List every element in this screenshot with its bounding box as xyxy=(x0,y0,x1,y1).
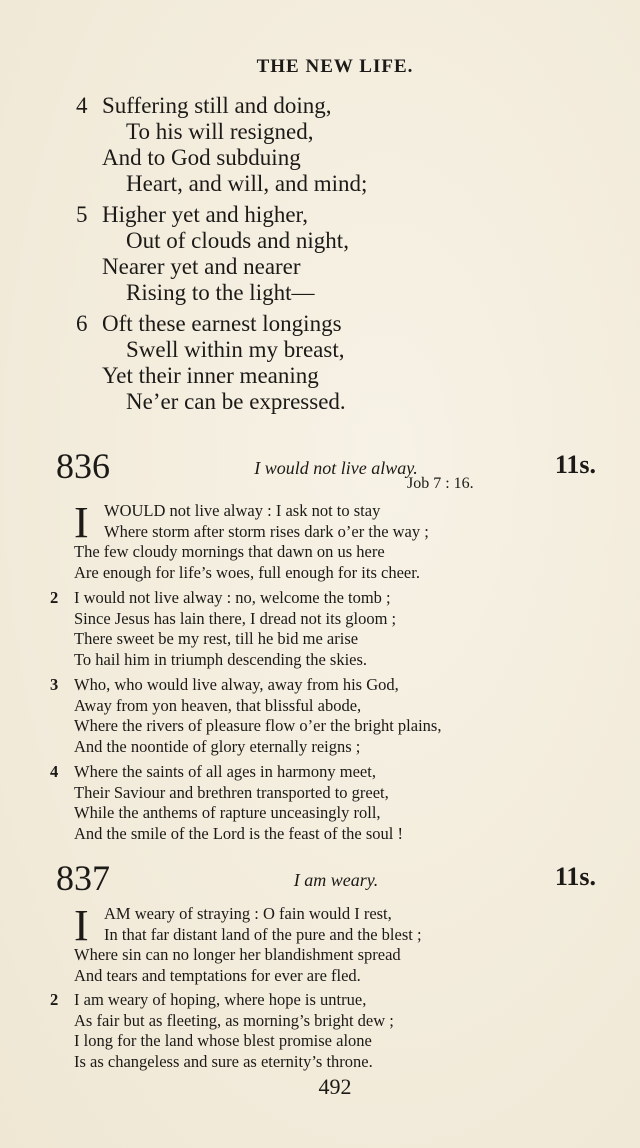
hymn-number: 837 xyxy=(56,858,110,898)
verse-line: Is as changeless and sure as eternity’s throne. xyxy=(74,1051,373,1071)
verse-line: While the anthems of rapture unceasingly roll, xyxy=(74,803,381,822)
stanza-6 xyxy=(76,311,346,415)
stanza-number: 4 xyxy=(76,93,88,118)
verse-line: And the smile of the Lord is the feast of the soul ! xyxy=(74,823,404,843)
running-header: THE NEW LIFE. xyxy=(256,56,414,77)
verse-line: The few cloudy mornings that dawn on us here xyxy=(74,542,385,561)
hymn-836-verse-4 xyxy=(50,762,403,844)
stanza-line: And to God subduing xyxy=(102,145,301,170)
verse-line: In that far distant land of the pure and the blest ; xyxy=(104,924,422,944)
verse-line: And the noontide of glory eternally reigns ; xyxy=(74,736,361,756)
verse-number: 3 xyxy=(50,675,59,694)
verse-line: As fair but as fleeting, as morning’s bright dew ; xyxy=(74,1010,394,1030)
hymn-836-verse-2 xyxy=(50,588,396,670)
stanza-line: Heart, and will, and mind; xyxy=(126,171,368,196)
hymn-836-verse-1 xyxy=(50,498,429,583)
stanza-line: To his will resigned, xyxy=(126,119,314,144)
verse-number: 2 xyxy=(50,990,59,1009)
verse-line: There sweet be my rest, till he bid me arise xyxy=(74,629,359,648)
stanza-line: Suffering still and doing, xyxy=(102,93,332,118)
hymn-number: 836 xyxy=(56,446,110,486)
hymn-836-verse-3 xyxy=(50,675,441,757)
stanza-line: Ne’er can be expressed. xyxy=(126,389,346,414)
hymn-836-heading xyxy=(56,446,596,486)
verse-line: Where sin can no longer her blandishment spread xyxy=(74,945,401,964)
verse-line: Are enough for life’s woes, full enough for its cheer. xyxy=(74,562,420,582)
stanza-line: Rising to the light— xyxy=(126,280,315,305)
hymn-meter: 11s. xyxy=(554,450,596,479)
stanza-line: Out of clouds and night, xyxy=(126,228,349,253)
hymn-837-verse-1 xyxy=(50,901,422,986)
verse-line: And tears and temptations for ever are fled. xyxy=(74,965,361,985)
verse-line: Away from yon heaven, that blissful abode, xyxy=(74,695,362,715)
stanza-line: Higher yet and higher, xyxy=(102,202,309,227)
drop-cap: I xyxy=(74,901,89,950)
verse-line: Where the saints of all ages in harmony meet, xyxy=(74,762,376,781)
verse-line: Who, who would live alway, away from his God, xyxy=(74,675,399,694)
stanza-5 xyxy=(76,202,349,306)
verse-line: Their Saviour and brethren transported to greet, xyxy=(74,782,389,802)
stanza-line: Yet their inner meaning xyxy=(102,363,319,388)
stanza-line: Swell within my breast, xyxy=(126,337,345,362)
verse-line: WOULD not live alway : I ask not to stay xyxy=(104,501,381,520)
verse-line: Where storm after storm rises dark o’er the way ; xyxy=(104,521,429,541)
verse-line: I am weary of hoping, where hope is untrue, xyxy=(74,990,367,1009)
verse-line: Where the rivers of pleasure flow o’er the bright plains, xyxy=(74,716,442,735)
verse-line: To hail him in triumph descending the skies. xyxy=(74,649,368,669)
hymn-meter: 11s. xyxy=(554,862,596,891)
stanza-4 xyxy=(76,93,367,197)
hymn-title: I am weary. xyxy=(293,870,379,890)
stanza-line: Nearer yet and nearer xyxy=(102,254,301,279)
stanza-line: Oft these earnest longings xyxy=(102,311,342,336)
stanza-number: 5 xyxy=(76,202,88,227)
verse-line: I long for the land whose blest promise alone xyxy=(74,1031,372,1050)
scripture-reference: Job 7 : 16. xyxy=(407,475,474,492)
hymn-837-verse-2 xyxy=(50,990,394,1072)
hymn-837-heading xyxy=(56,858,596,898)
verse-line: AM weary of straying : O fain would I rest, xyxy=(104,904,392,923)
verse-line: Since Jesus has lain there, I dread not its gloom ; xyxy=(74,608,397,628)
page-number: 492 xyxy=(318,1074,352,1099)
verse-number: 2 xyxy=(50,588,59,607)
hymn-title: I would not live alway. xyxy=(254,458,418,478)
stanza-number: 6 xyxy=(76,311,88,336)
verse-line: I would not live alway : no, welcome the tomb ; xyxy=(74,588,391,607)
drop-cap: I xyxy=(74,498,89,547)
verse-number: 4 xyxy=(50,762,59,781)
